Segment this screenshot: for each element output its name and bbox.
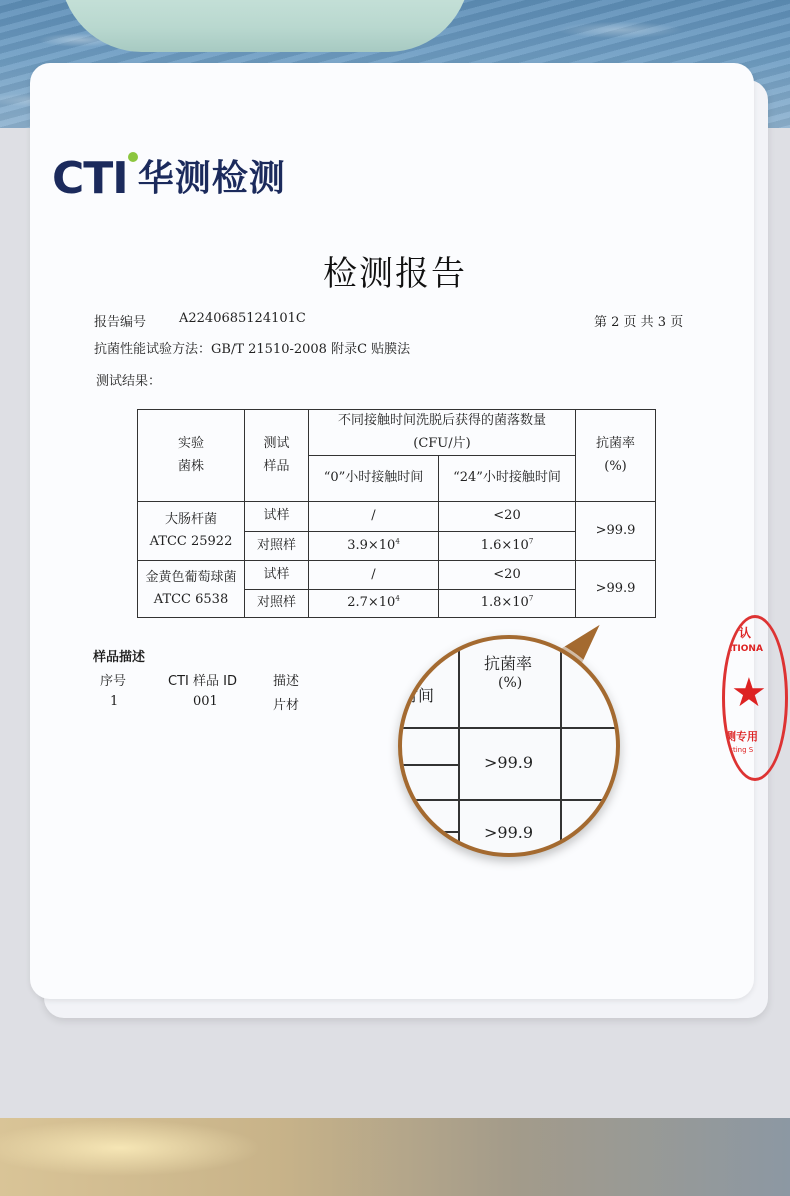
t24-exponent: 7 bbox=[528, 537, 534, 546]
stamp-text-4: esting S bbox=[725, 746, 754, 754]
strain-name: 大肠杆菌 bbox=[164, 511, 217, 527]
magnifier-callout bbox=[398, 635, 620, 857]
rate-cell: >99.9 bbox=[576, 561, 656, 618]
strain-cell-2 bbox=[138, 561, 245, 618]
sample-cell: 试样 bbox=[245, 561, 309, 590]
logo-dot-icon bbox=[128, 152, 138, 162]
t24-cell: <20 bbox=[439, 502, 576, 532]
strain-cell-1 bbox=[138, 502, 245, 561]
header-rate bbox=[576, 410, 656, 502]
t0-base: 3.9×10 bbox=[347, 537, 396, 553]
header-rate-title: 抗菌率 bbox=[595, 436, 635, 452]
header-colonies bbox=[309, 410, 576, 456]
page-info: 第 2 页 共 3 页 bbox=[594, 315, 684, 330]
stamp-text-2: ATIONA bbox=[725, 644, 763, 654]
magnifier-value-2: >99.9 bbox=[484, 823, 534, 842]
sample-row-desc: 片材 bbox=[273, 698, 300, 713]
certification-stamp bbox=[722, 615, 788, 781]
header-colonies-title: 不同接触时间洗脱后获得的菌落数量 bbox=[337, 413, 546, 429]
bottom-photo-strip bbox=[0, 1118, 790, 1196]
t24-cell: <20 bbox=[439, 561, 576, 590]
sample-cell: 试样 bbox=[245, 502, 309, 532]
t24-exponent: 7 bbox=[528, 595, 534, 604]
t0-cell bbox=[309, 532, 439, 561]
report-number: A2240685124101C bbox=[179, 311, 306, 326]
results-table bbox=[137, 409, 656, 618]
t0-exponent: 4 bbox=[395, 595, 400, 604]
logo-chinese-name: 华测检测 bbox=[137, 158, 286, 199]
stamp-text-1: 认 bbox=[739, 626, 752, 640]
stamp-text-3: 测专用 bbox=[725, 730, 758, 743]
report-number-label: 报告编号 bbox=[94, 315, 147, 330]
t0-cell bbox=[309, 590, 439, 618]
strain-code: ATCC 25922 bbox=[149, 534, 233, 549]
sample-cell: 对照样 bbox=[245, 532, 309, 561]
report-card bbox=[30, 63, 754, 999]
header-t0: “0”小时接触时间 bbox=[309, 456, 439, 502]
header-colonies-unit: (CFU/片) bbox=[413, 435, 471, 451]
magnifier-rate-title: 抗菌率 bbox=[484, 654, 533, 673]
header-rate-unit: (%) bbox=[604, 458, 627, 474]
sample-description-title: 样品描述 bbox=[93, 650, 146, 665]
t24-base: 1.8×10 bbox=[480, 595, 529, 611]
t0-cell: / bbox=[309, 502, 439, 532]
results-label: 测试结果： bbox=[96, 374, 162, 389]
sample-cell: 对照样 bbox=[245, 590, 309, 618]
strain-code: ATCC 6538 bbox=[153, 592, 229, 607]
sample-row-id: 001 bbox=[193, 694, 218, 709]
strain-name: 金黄色葡萄球菌 bbox=[145, 569, 237, 585]
t0-cell: / bbox=[309, 561, 439, 590]
header-sample: 测试 样品 bbox=[245, 410, 309, 502]
sample-row-index: 1 bbox=[110, 694, 119, 709]
header-t24: “24”小时接触时间 bbox=[439, 456, 576, 502]
sample-col-header-index: 序号 bbox=[100, 674, 127, 689]
t0-base: 2.7×10 bbox=[347, 595, 396, 611]
sample-col-header-id: CTI 样品 ID bbox=[168, 674, 237, 689]
cup-image bbox=[60, 0, 470, 52]
report-title: 检测报告 bbox=[323, 254, 467, 294]
t0-exponent: 4 bbox=[395, 537, 400, 546]
t24-base: 1.6×10 bbox=[480, 537, 529, 553]
sample-col-header-desc: 描述 bbox=[273, 674, 300, 689]
magnifier-partial-header: 时间 bbox=[402, 686, 435, 705]
star-icon: ★ bbox=[731, 670, 767, 716]
header-strain: 实验 菌株 bbox=[138, 410, 245, 502]
magnifier-value-1: >99.9 bbox=[484, 753, 534, 772]
cti-logo bbox=[52, 151, 286, 207]
t24-cell bbox=[439, 590, 576, 618]
magnifier-rate-unit: (%) bbox=[498, 675, 523, 691]
t24-cell bbox=[439, 532, 576, 561]
rate-cell: >99.9 bbox=[576, 502, 656, 561]
test-method: 抗菌性能试验方法：GB/T 21510-2008 附录C 贴膜法 bbox=[94, 342, 411, 357]
logo-brand-text: CTI bbox=[52, 153, 128, 204]
